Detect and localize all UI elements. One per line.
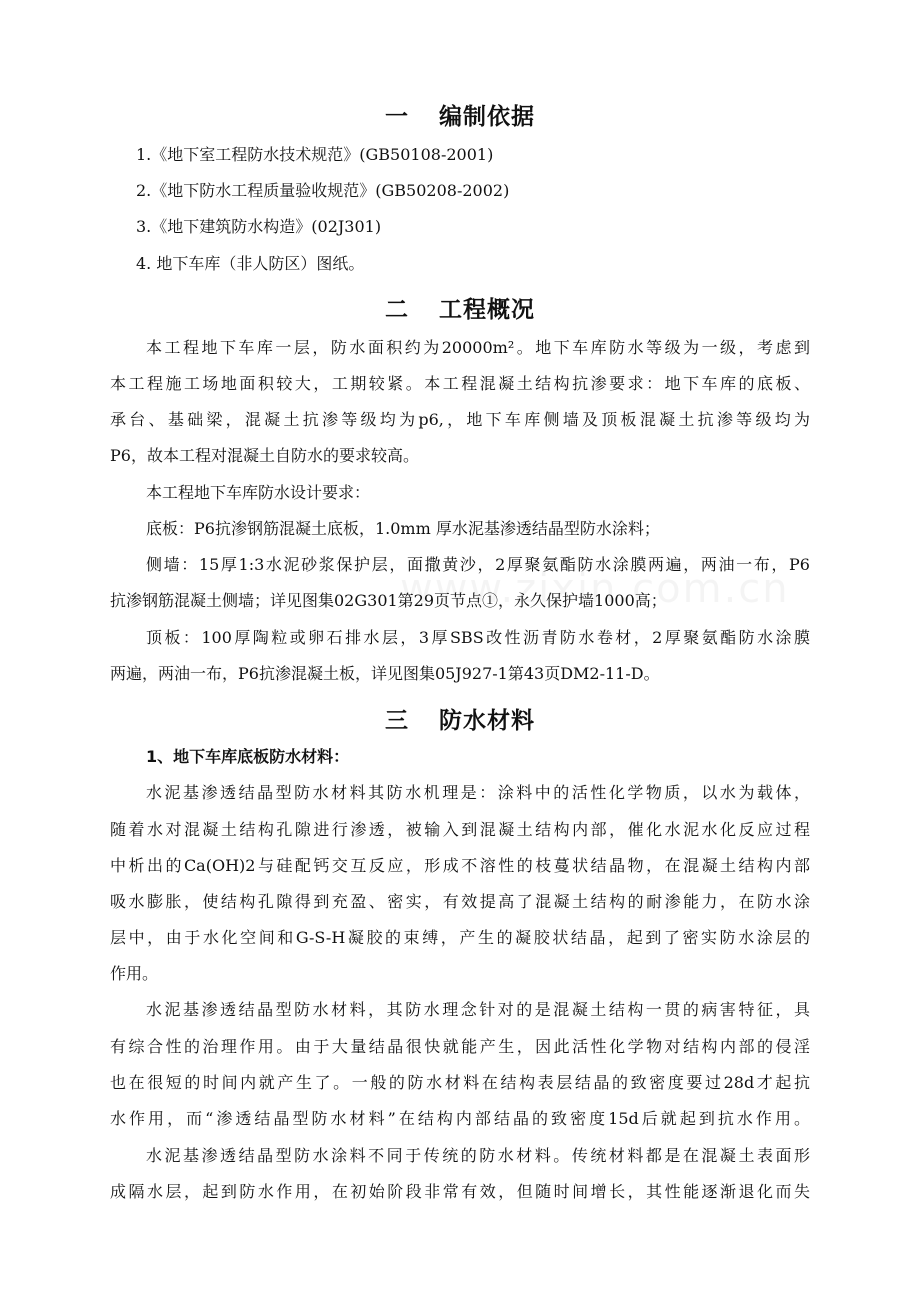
reference-item: 3.《地下建筑防水构造》(02J301) — [136, 217, 382, 236]
paragraph-line: 两遍，两油一布，P6抗渗混凝土板，详见图集05J927-1第43页DM2-11-D。 — [110, 664, 660, 683]
paragraph-line: 顶板：100厚陶粒或卵石排水层，3厚SBS改性沥青防水卷材，2厚聚氨酯防水涂膜 — [146, 628, 810, 647]
paragraph-line: 有综合性的治理作用。由于大量结晶很快就能产生，因此活性化学物对结构内部的侵淫 — [110, 1037, 810, 1056]
paragraph-line: 本工程地下车库防水设计要求： — [146, 483, 371, 502]
section-title: 工程概况 — [439, 297, 535, 323]
section-heading-1 — [0, 98, 920, 131]
paragraph-line: 抗渗钢筋混凝土侧墙；详见图集02G301第29页节点①，永久保护墙1000高； — [110, 591, 667, 610]
paragraph-line: 水泥基渗透结晶型防水材料，其防水理念针对的是混凝土结构一贯的病害特征，具 — [146, 1000, 810, 1019]
paragraph-line: 侧墙：15厚1:3水泥砂浆保护层，面撒黄沙，2厚聚氨酯防水涂膜两遍，两油一布，P6 — [146, 555, 810, 574]
paragraph-line: 吸水膨胀，使结构孔隙得到充盈、密实，有效提高了混凝土结构的耐渗能力，在防水涂 — [110, 892, 810, 911]
section-number: 一 — [385, 104, 409, 130]
paragraph-line: 成隔水层，起到防水作用，在初始阶段非常有效，但随时间增长，其性能逐渐退化而失 — [110, 1182, 810, 1201]
paragraph-line: 本工程地下车库一层，防水面积约为20000m²。地下车库防水等级为一级，考虑到 — [146, 338, 810, 357]
paragraph-line: 也在很短的时间内就产生了。一般的防水材料在结构表层结晶的致密度要过28d才起抗 — [110, 1073, 810, 1092]
paragraph-line: 承台、基础梁，混凝土抗渗等级均为p6,，地下车库侧墙及顶板混凝土抗渗等级均为 — [110, 410, 810, 429]
paragraph-line: 作用。 — [110, 964, 159, 983]
paragraph-line: 水作用，而“渗透结晶型防水材料”在结构内部结晶的致密度15d后就起到抗水作用。 — [110, 1109, 810, 1128]
section-title: 编制依据 — [439, 104, 535, 130]
paragraph-line: 水泥基渗透结晶型防水材料其防水机理是：涂料中的活性化学物质，以水为载体， — [146, 783, 810, 802]
section-number: 三 — [385, 708, 409, 734]
paragraph-line: 水泥基渗透结晶型防水涂料不同于传统的防水材料。传统材料都是在混凝土表面形 — [146, 1146, 810, 1165]
paragraph-line: 底板：P6抗渗钢筋混凝土底板，1.0mm 厚水泥基渗透结晶型防水涂料； — [146, 519, 660, 538]
section-heading-2 — [0, 291, 920, 324]
paragraph-line: 随着水对混凝土结构孔隙进行渗透，被输入到混凝土结构内部，催化水泥水化反应过程 — [110, 820, 810, 839]
subheading: 1、地下车库底板防水材料： — [146, 747, 350, 766]
paragraph-line: 层中，由于水化空间和G-S-H凝胶的束缚，产生的凝胶状结晶，起到了密实防水涂层的 — [110, 928, 810, 947]
section-title: 防水材料 — [439, 708, 535, 734]
paragraph-line: 本工程施工场地面积较大，工期较紧。本工程混凝土结构抗渗要求：地下车库的底板、 — [110, 374, 810, 393]
reference-item: 2.《地下防水工程质量验收规范》(GB50208-2002) — [136, 181, 510, 200]
section-heading-3 — [0, 702, 920, 735]
reference-item: 4. 地下车库（非人防区）图纸。 — [136, 254, 365, 273]
paragraph-line: P6，故本工程对混凝土自防水的要求较高。 — [110, 446, 419, 465]
paragraph-line: 中析出的Ca(OH)2与硅配钙交互反应，形成不溶性的枝蔓状结晶物，在混凝土结构内部 — [110, 856, 810, 875]
section-number: 二 — [385, 297, 409, 323]
reference-item: 1.《地下室工程防水技术规范》(GB50108-2001) — [136, 145, 494, 164]
